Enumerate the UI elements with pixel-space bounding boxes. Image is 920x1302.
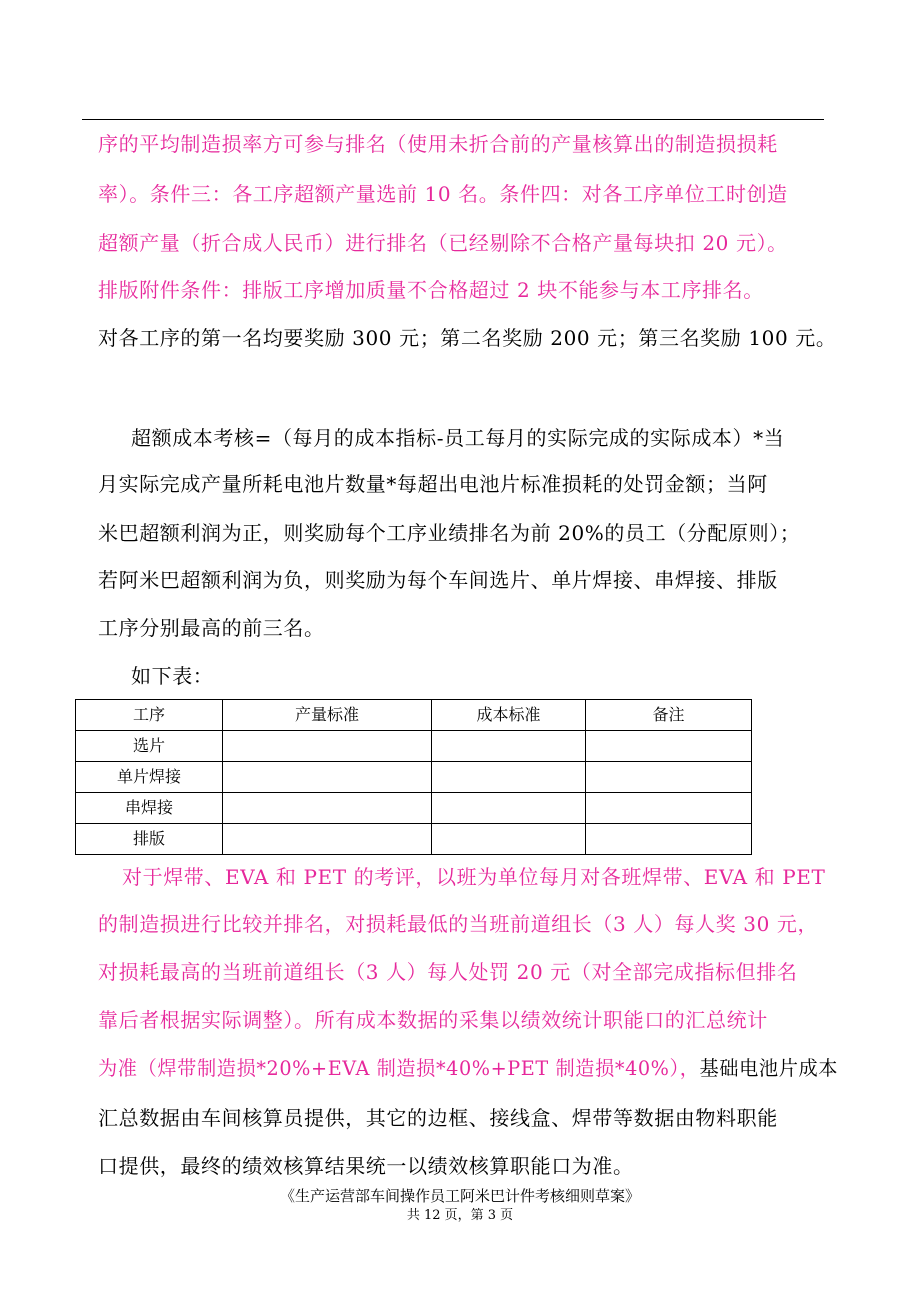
process-standards-table	[75, 699, 752, 855]
page-number: 共 12 页，第 3 页	[406, 1208, 514, 1223]
header-cell-remarks: 备注	[586, 700, 752, 731]
table-cell	[223, 824, 432, 855]
document-footer-title: 《生产运营部车间操作员工阿米巴计件考核细则草案》	[279, 1187, 640, 1205]
header-cell-cost-standard: 成本标准	[432, 700, 586, 731]
table-row	[76, 762, 752, 793]
table-cell	[432, 824, 586, 855]
table-cell	[586, 793, 752, 824]
header-rule	[82, 119, 824, 120]
paragraph2-line2: 月实际完成产量所耗电池片数量*每超出电池片标准损耗的处罚金额；当阿	[98, 472, 768, 496]
table-cell	[586, 731, 752, 762]
paragraph2-line4: 若阿米巴超额利润为负，则奖励为每个车间选片、单片焊接、串焊接、排版	[98, 568, 778, 592]
table-cell	[432, 793, 586, 824]
paragraph3-line3: 对损耗最高的当班前道组长（3 人）每人处罚 20 元（对全部完成指标但排名	[98, 960, 798, 984]
paragraph3-line4: 靠后者根据实际调整）。所有成本数据的采集以绩效统计职能口的汇总统计	[98, 1008, 768, 1032]
table-cell-process: 串焊接	[76, 793, 223, 824]
table-cell	[586, 762, 752, 793]
table-row	[76, 793, 752, 824]
paragraph1-line5: 对各工序的第一名均要奖励 300 元；第二名奖励 200 元；第三名奖励 100 元。	[98, 326, 837, 350]
paragraph2-line1: 超额成本考核=（每月的成本指标-员工每月的实际完成的实际成本）*当	[131, 426, 785, 450]
table-cell-process: 选片	[76, 731, 223, 762]
paragraph3-line2: 的制造损进行比较并排名，对损耗最低的当班前道组长（3 人）每人奖 30 元，	[98, 912, 819, 936]
table-header-row	[76, 700, 752, 731]
table-cell	[586, 824, 752, 855]
paragraph1-line1: 序的平均制造损率方可参与排名（使用未折合前的产量核算出的制造损损耗	[98, 132, 778, 156]
table-cell	[223, 731, 432, 762]
table-cell-process: 单片焊接	[76, 762, 223, 793]
paragraph3-line6: 汇总数据由车间核算员提供，其它的边框、接线盒、焊带等数据由物料职能	[98, 1106, 778, 1130]
table-intro: 如下表：	[131, 664, 214, 688]
paragraph3-line5	[98, 1054, 838, 1082]
table-cell	[223, 762, 432, 793]
table-cell-process: 排版	[76, 824, 223, 855]
paragraph3-line1: 对于焊带、EVA 和 PET 的考评，以班为单位每月对各班焊带、EVA 和 PET	[122, 865, 826, 889]
table-row	[76, 824, 752, 855]
paragraph1-line2: 率）。条件三：各工序超额产量选前 10 名。条件四：对各工序单位工时创造	[98, 182, 788, 206]
paragraph2-line5: 工序分别最高的前三名。	[98, 616, 325, 640]
paragraph3-line5-plain: 基础电池片成本	[699, 1056, 839, 1080]
table-cell	[432, 762, 586, 793]
paragraph1-line4: 排版附件条件：排版工序增加质量不合格超过 2 块不能参与本工序排名。	[98, 278, 764, 302]
table-row	[76, 731, 752, 762]
table-cell	[223, 793, 432, 824]
paragraph3-line7: 口提供，最终的绩效核算结果统一以绩效核算职能口为准。	[98, 1154, 634, 1178]
table-cell	[432, 731, 586, 762]
header-cell-output-standard: 产量标准	[223, 700, 432, 731]
paragraph3-line5-highlight: 为准（焊带制造损*20%+EVA 制造损*40%+PET 制造损*40%），	[98, 1056, 700, 1080]
header-cell-process: 工序	[76, 700, 223, 731]
paragraph1-line3: 超额产量（折合成人民币）进行排名（已经剔除不合格产量每块扣 20 元）。	[98, 231, 788, 255]
paragraph2-line3: 米巴超额利润为正，则奖励每个工序业绩排名为前 20%的员工（分配原则）；	[98, 521, 801, 545]
